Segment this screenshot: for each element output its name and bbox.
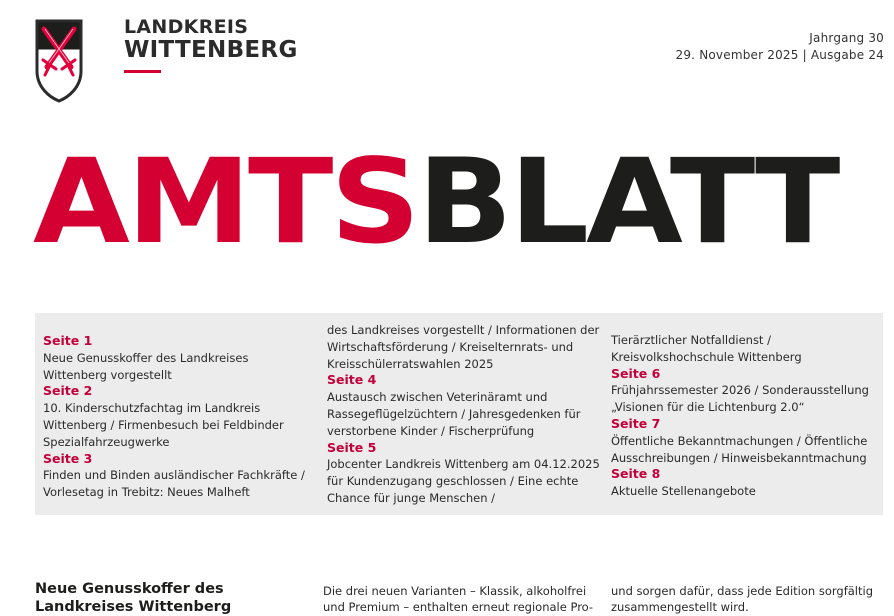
toc-page-label[interactable]: Seite 1 bbox=[43, 333, 93, 348]
toc-entry-text: Finden und Binden ausländischer Fachkräfte / Vorlesetag in Trebitz: Neues Malheft bbox=[43, 468, 305, 500]
toc-entry-text: Austausch zwischen Veterinäramt und Rassegeflügelzüchtern / Jahresgedenken für verstorbene Kinder / Fischerprüfung bbox=[327, 390, 581, 438]
toc-entry-text: des Landkreises vorgestellt / Informationen der Wirtschaftsförderung / Kreiselternrats- und Kreisschülerratswahlen 2025 bbox=[327, 323, 600, 371]
toc-column-3 bbox=[611, 332, 879, 500]
coat-of-arms-icon bbox=[35, 19, 83, 103]
toc-entry-text: Neue Genusskoffer des Landkreises Wittenberg vorgestellt bbox=[43, 350, 249, 382]
brand-wordmark bbox=[124, 18, 298, 73]
toc-entry-text: Tierärztlicher Notfalldienst / Kreisvolkshochschule Wittenberg bbox=[611, 333, 802, 364]
masthead-blatt: BLATT bbox=[417, 133, 838, 270]
issue-volume: Jahrgang 30 bbox=[809, 31, 884, 45]
toc-page-label[interactable]: Seite 3 bbox=[43, 450, 93, 466]
toc-page-label[interactable]: Seite 5 bbox=[327, 439, 377, 455]
table-of-contents bbox=[35, 313, 883, 515]
toc-entry-text: 10. Kinderschutzfachtag im Landkreis Wittenberg / Firmenbesuch bei Feldbinder Spezialfahrzeugwerke bbox=[43, 401, 284, 449]
issue-info bbox=[676, 30, 884, 64]
toc-column-2 bbox=[327, 322, 602, 507]
toc-entry-text: Jobcenter Landkreis Wittenberg am 04.12.2025 für Kundenzugang geschlossen / Eine echte Chance für junge Menschen / bbox=[327, 457, 600, 505]
toc-page-label[interactable]: Seite 7 bbox=[611, 415, 661, 431]
brand-line-landkreis: LANDKREIS bbox=[124, 16, 249, 38]
article-body-column-2: Die drei neuen Varianten – Klassik, alkoholfrei und Premium – enthalten erneut regionale Pro- bbox=[323, 584, 594, 614]
article-body-column-3: und sorgen dafür, dass jede Edition sorgfältig zusammengestellt wird. bbox=[611, 584, 874, 614]
masthead-amts: AMTS bbox=[33, 133, 418, 270]
masthead-title bbox=[33, 133, 838, 270]
brand-accent-rule bbox=[124, 70, 161, 73]
article-headline: Neue Genusskoffer des Landkreises Wittenberg bbox=[35, 581, 232, 615]
toc-entry-text: Aktuelle Stellenangebote bbox=[611, 484, 756, 499]
toc-page-label[interactable]: Seite 8 bbox=[611, 466, 661, 482]
issue-date-number: 29. November 2025 | Ausgabe 24 bbox=[675, 48, 884, 62]
toc-entry-text: Frühjahrssemester 2026 / Sonderausstellung „Visionen für die Lichtenburg 2.0“ bbox=[611, 383, 869, 415]
toc-column-1 bbox=[43, 333, 315, 501]
toc-entry-text: Öffentliche Bekanntmachungen / Öffentliche Ausschreibungen / Hinweisbekanntmachung bbox=[611, 433, 868, 465]
brand-line-wittenberg: WITTENBERG bbox=[124, 37, 298, 63]
toc-page-label[interactable]: Seite 4 bbox=[327, 372, 377, 388]
toc-page-label[interactable]: Seite 6 bbox=[611, 365, 661, 381]
toc-page-label[interactable]: Seite 2 bbox=[43, 383, 93, 399]
